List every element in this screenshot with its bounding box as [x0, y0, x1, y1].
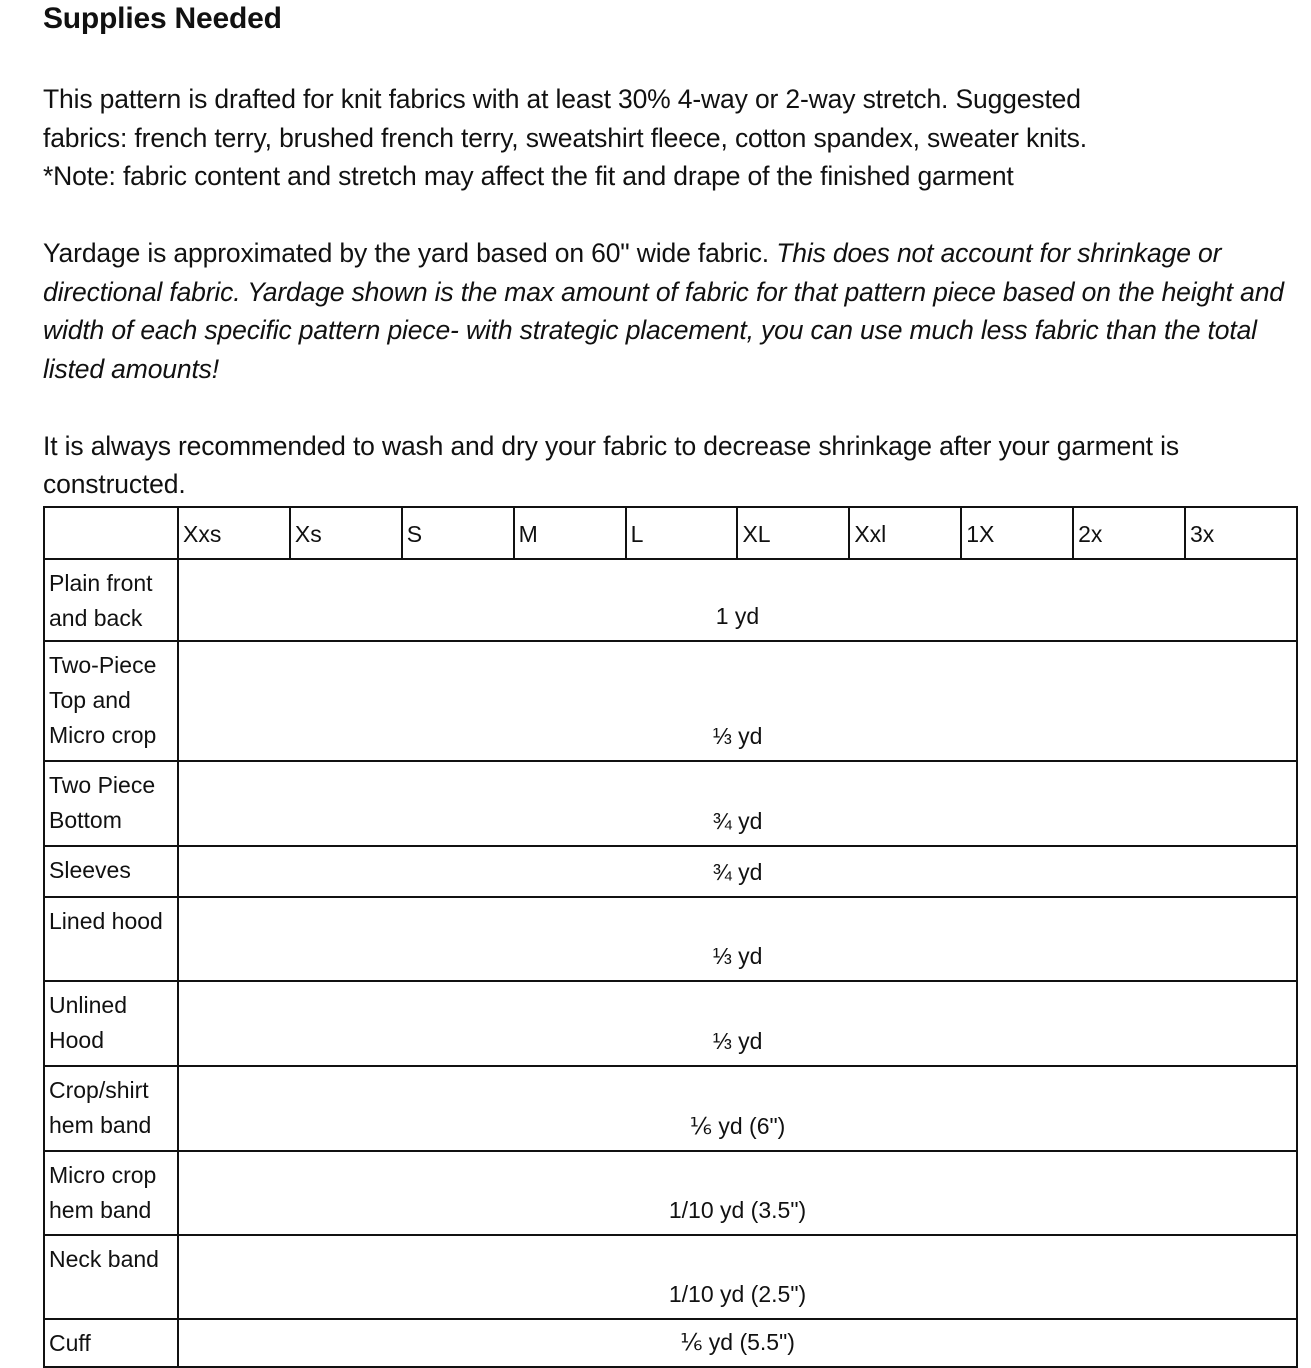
piece-label: Micro crop hem band: [44, 1151, 178, 1235]
table-row: [44, 641, 1297, 761]
table-row: [44, 981, 1297, 1066]
table-row: [44, 897, 1297, 981]
fabric-requirements-line-3: *Note: fabric content and stretch may affect the fit and drape of the finished garment: [43, 161, 1014, 191]
table-row: [44, 559, 1297, 641]
yardage-note: Yardage is approximated by the yard based on 60" wide fabric.: [43, 238, 777, 268]
fabric-requirements-paragraph: [43, 80, 1303, 196]
corner-cell: [44, 507, 178, 559]
size-header: 3x: [1185, 507, 1297, 559]
table-row: [44, 1151, 1297, 1235]
document-body: [43, 0, 1303, 504]
yardage-paragraph: [43, 234, 1303, 388]
table-row: [44, 1319, 1297, 1367]
yardage-value: 1/10 yd (3.5"): [178, 1151, 1297, 1235]
size-header-row: [44, 507, 1297, 559]
page-title: Supplies Needed: [43, 2, 282, 35]
piece-label: Two Piece Bottom: [44, 761, 178, 846]
fabric-requirements-line-1: This pattern is drafted for knit fabrics with at least 30% 4-way or 2-way stretch. Suggested: [43, 84, 1081, 114]
yardage-value: ⅙ yd (5.5"): [178, 1319, 1297, 1367]
piece-label: Neck band: [44, 1235, 178, 1319]
fabric-requirements-line-2: fabrics: french terry, brushed french terry, sweatshirt fleece, cotton spandex, sweater knits.: [43, 122, 1087, 153]
table-row: [44, 1235, 1297, 1319]
piece-label: Cuff: [44, 1319, 178, 1367]
piece-label: Sleeves: [44, 846, 178, 897]
size-header: Xxl: [849, 507, 961, 559]
yardage-value: 1/10 yd (2.5"): [178, 1235, 1297, 1319]
piece-label: Lined hood: [44, 897, 178, 981]
yardage-value: ⅙ yd (6"): [178, 1066, 1297, 1151]
size-header: XL: [737, 507, 849, 559]
yardage-value: ⅓ yd: [178, 641, 1297, 761]
size-header: 1X: [961, 507, 1073, 559]
piece-label: Unlined Hood: [44, 981, 178, 1066]
size-header: 2x: [1073, 507, 1185, 559]
table-row: [44, 846, 1297, 897]
yardage-value: ⅓ yd: [178, 897, 1297, 981]
yardage-table: [43, 506, 1298, 1368]
piece-label: Two-Piece Top and Micro crop: [44, 641, 178, 761]
yardage-value: 1 yd: [178, 559, 1297, 641]
table-row: [44, 761, 1297, 846]
size-header: Xs: [290, 507, 402, 559]
wash-recommendation-paragraph: It is always recommended to wash and dry your fabric to decrease shrinkage after your garment is constructed.: [43, 430, 1179, 499]
size-header: L: [626, 507, 738, 559]
piece-label: Plain front and back: [44, 559, 178, 641]
yardage-value: ⅓ yd: [178, 981, 1297, 1066]
table-row: [44, 1066, 1297, 1151]
yardage-value: ¾ yd: [178, 846, 1297, 897]
size-header: M: [514, 507, 626, 559]
yardage-disclaimer: This does not account for shrinkage or directional fabric. Yardage shown is the max amount of fabric for that pattern piece based on the height and width of each specific pattern piece- with strategic placement, you can use much less fabric than the total listed amounts!: [43, 238, 1284, 384]
yardage-value: ¾ yd: [178, 761, 1297, 846]
piece-label: Crop/shirt hem band: [44, 1066, 178, 1151]
size-header: S: [402, 507, 514, 559]
size-header: Xxs: [178, 507, 290, 559]
